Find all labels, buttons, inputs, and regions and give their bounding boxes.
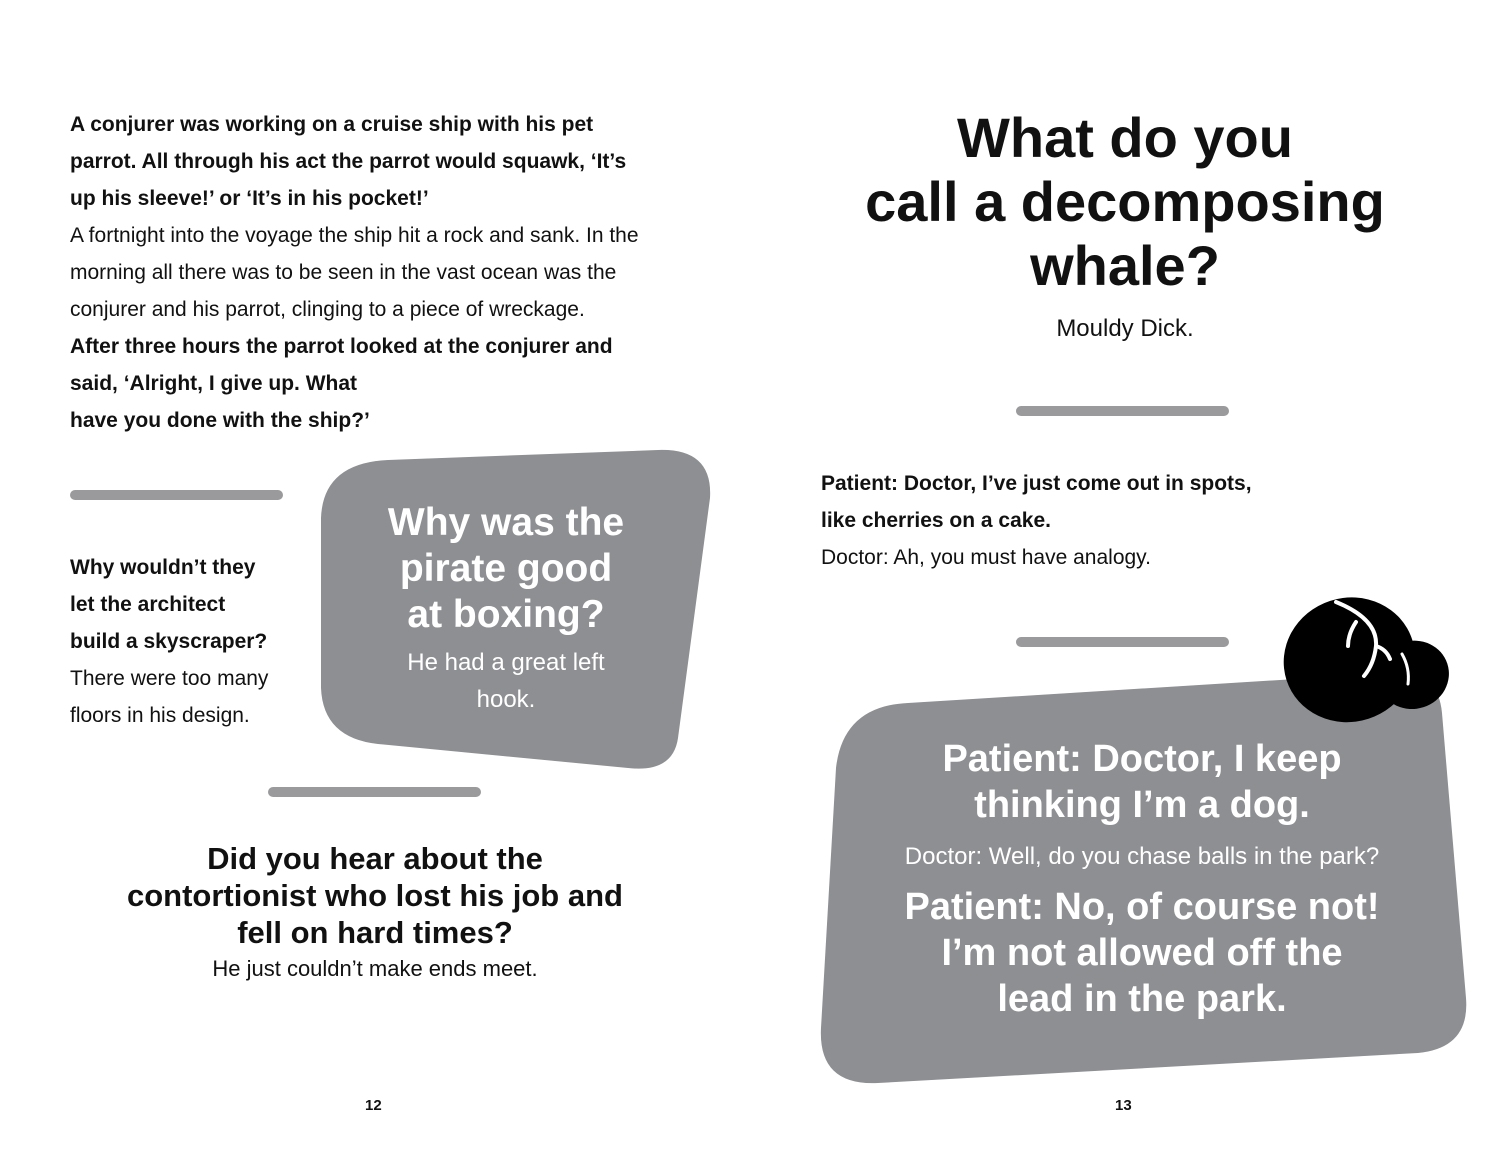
architect-answer-line: There were too many — [70, 667, 269, 690]
conjurer-joke — [70, 106, 710, 439]
pirate-joke — [330, 500, 682, 718]
architect-answer-line: floors in his design. — [70, 704, 250, 727]
spots-joke — [821, 465, 1381, 576]
whale-answer: Mouldy Dick. — [1056, 315, 1194, 342]
pirate-question-line: at boxing? — [407, 593, 605, 636]
dog-joke — [842, 736, 1442, 1022]
spots-patient-line: like cherries on a cake. — [821, 509, 1051, 532]
whale-question-line: whale? — [1030, 234, 1220, 297]
conjurer-middle-line: A fortnight into the voyage the ship hit a rock and sank. In the — [70, 224, 639, 247]
contortionist-question-line: fell on hard times? — [237, 915, 513, 950]
dog-patient-line: thinking I’m a dog. — [974, 784, 1310, 826]
divider — [70, 490, 283, 500]
conjurer-punch-line: After three hours the parrot looked at the conjurer and — [70, 335, 613, 358]
contortionist-joke — [40, 840, 710, 984]
boxing-glove-icon — [1278, 584, 1460, 734]
architect-question-line: build a skyscraper? — [70, 630, 268, 653]
whale-question-line: call a decomposing — [865, 170, 1385, 233]
architect-joke — [70, 549, 320, 734]
pirate-question-line: Why was the — [387, 501, 625, 544]
divider — [1016, 637, 1229, 647]
spots-doctor-line: Doctor: Ah, you must have analogy. — [821, 546, 1151, 569]
contortionist-answer: He just couldn’t make ends meet. — [212, 956, 538, 981]
pirate-question-line: pirate good — [399, 547, 613, 590]
conjurer-middle-line: conjurer and his parrot, clinging to a piece of wreckage. — [70, 298, 585, 321]
whale-question-line: What do you — [957, 106, 1293, 169]
conjurer-setup-line: parrot. All through his act the parrot would squawk, ‘It’s — [70, 150, 627, 173]
contortionist-question-line: Did you hear about the — [207, 841, 543, 876]
divider — [268, 787, 481, 797]
conjurer-punch-line: said, ‘Alright, I give up. What — [70, 372, 358, 395]
spots-patient-line: Patient: Doctor, I’ve just come out in spots, — [821, 472, 1252, 495]
page-number-right: 13 — [1115, 1097, 1132, 1114]
page-number-left: 12 — [365, 1097, 382, 1114]
dog-patient-line: Patient: Doctor, I keep — [942, 738, 1342, 780]
conjurer-setup-line: up his sleeve!’ or ‘It’s in his pocket!’ — [70, 187, 429, 210]
contortionist-question-line: contortionist who lost his job and — [127, 878, 623, 913]
dog-reply-line: Patient: No, of course not! — [904, 886, 1380, 928]
pirate-answer-line: hook. — [476, 686, 536, 713]
conjurer-setup-line: A conjurer was working on a cruise ship with his pet — [70, 113, 594, 136]
divider — [1016, 406, 1229, 416]
architect-question-line: let the architect — [70, 593, 226, 616]
conjurer-punch-line: have you done with the ship?’ — [70, 409, 370, 432]
dog-reply-line: lead in the park. — [997, 978, 1287, 1020]
pirate-answer-line: He had a great left — [407, 649, 605, 676]
dog-reply-line: I’m not allowed off the — [941, 932, 1343, 974]
whale-joke — [840, 106, 1410, 346]
dog-doctor-line: Doctor: Well, do you chase balls in the park? — [904, 843, 1380, 870]
architect-question-line: Why wouldn’t they — [70, 556, 256, 579]
conjurer-middle-line: morning all there was to be seen in the vast ocean was the — [70, 261, 617, 284]
